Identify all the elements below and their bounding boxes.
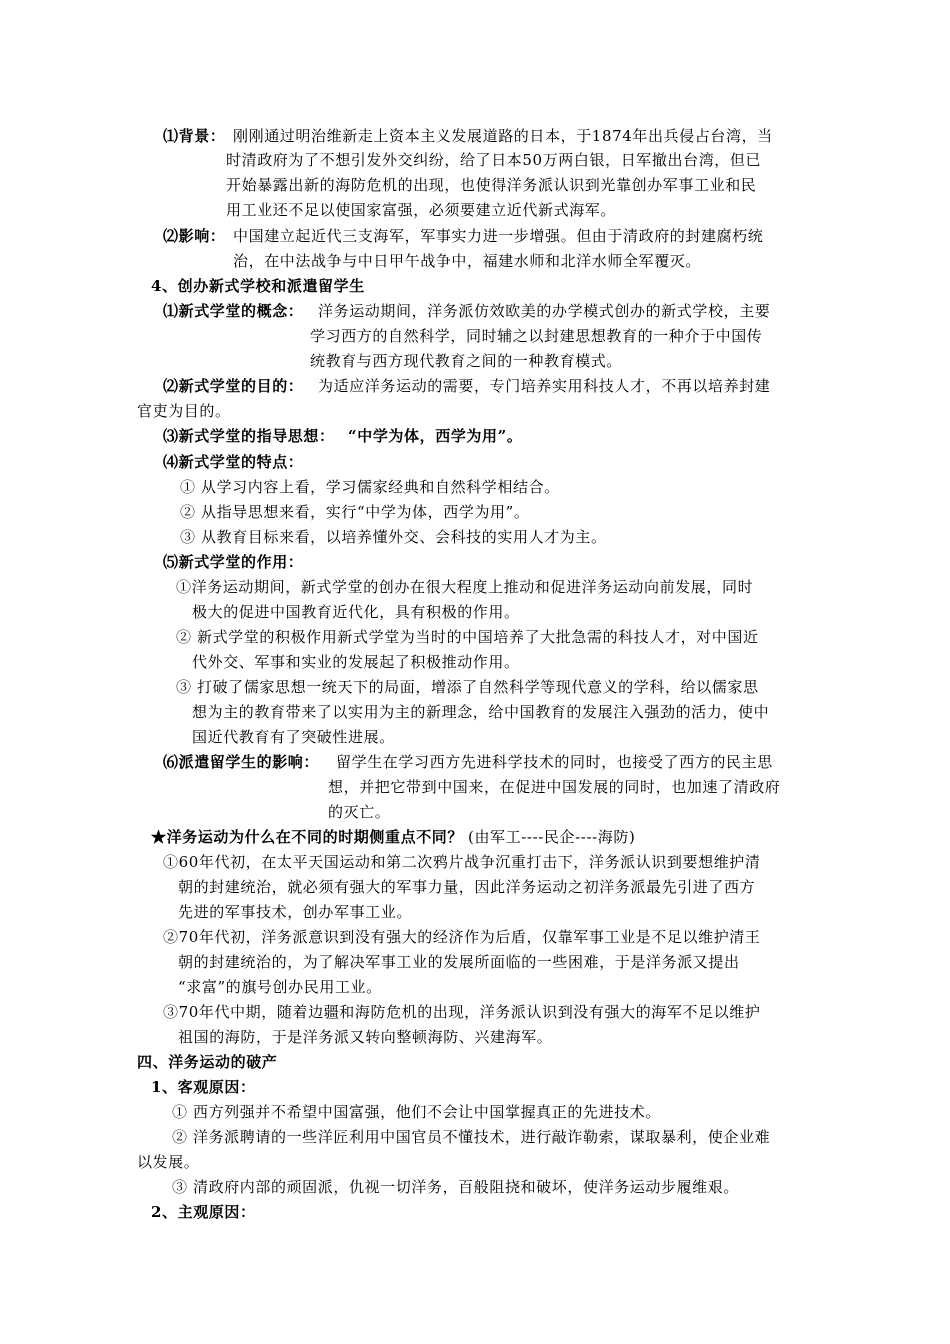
purpose-line-2: 官吏为目的。 <box>137 402 231 420</box>
effects-item-3-line-3: 国近代教育有了突破性进展。 <box>192 728 395 746</box>
impact-line-1: 中国建立起近代三支海军，军事实力进一步增强。但由于清政府的封建腐朽统 <box>233 227 764 245</box>
star-item-1-line-1: ①60年代初，在太平天国运动和第二次鸦片战争沉重打击下，洋务派认识到要想维护清 <box>163 853 761 871</box>
guiding-label: ⑶新式学堂的指导思想： <box>163 427 335 445</box>
students-label: ⑹派遣留学生的影响： <box>163 753 320 771</box>
star-item-1-line-3: 先进的军事技术，创办军事工业。 <box>178 903 413 921</box>
features-item-2: ② 从指导思想来看，实行“中学为体，西学为用”。 <box>180 503 530 521</box>
objective-cause-3: ③ 清政府内部的顽固派，仇视一切洋务，百般阻挠和破坏，使洋务运动步履维艰。 <box>172 1178 739 1196</box>
features-label: ⑷新式学堂的特点： <box>163 453 304 471</box>
background-line-4: 用工业还不足以使国家富强，必须要建立近代新式海军。 <box>226 201 617 219</box>
star-item-3-line-2: 祖国的海防，于是洋务派又转向整顿海防、兴建海军。 <box>178 1028 553 1046</box>
effects-item-2-line-2: 代外交、军事和实业的发展起了积极推动作用。 <box>192 653 520 671</box>
impact-line-2: 治，在中法战争与中日甲午战争中，福建水师和北洋水师全军覆灭。 <box>233 252 702 270</box>
purpose-label: ⑵新式学堂的目的： <box>163 377 304 395</box>
effects-item-1-line-1: ①洋务运动期间，新式学堂的创办在很大程度上推动和促进洋务运动向前发展，同时 <box>176 578 754 596</box>
star-item-2-line-1: ②70年代初，洋务派意识到没有强大的经济作为后盾，仅靠军事工业是不足以维护清王 <box>163 928 761 946</box>
star-question: ★洋务运动为什么在不同的时期侧重点不同？ <box>151 828 464 846</box>
effects-item-2-line-1: ② 新式学堂的积极作用新式学堂为当时的中国培养了大批急需的科技人才，对中国近 <box>176 628 759 646</box>
students-line-2: 想，并把它带到中国来，在促进中国发展的同时，也加速了清政府 <box>328 778 781 796</box>
concept-label: ⑴新式学堂的概念： <box>163 302 304 320</box>
heading-4: 4、创办新式学校和派遣留学生 <box>151 277 365 295</box>
star-item-2-line-3: “求富”的旗号创办民用工业。 <box>178 978 382 996</box>
students-line-3: 的灭亡。 <box>328 803 391 821</box>
background-line-1: 刚刚通过明治维新走上资本主义发展道路的日本，于1874年出兵侵占台湾，当 <box>233 127 773 145</box>
star-item-2-line-2: 朝的封建统治的，为了解决军事工业的发展所面临的一些困难，于是洋务派又提出 <box>178 953 740 971</box>
purpose-line-1: 为适应洋务运动的需要，专门培养实用科技人才，不再以培养封建 <box>318 377 771 395</box>
background-label: ⑴背景： <box>163 127 226 145</box>
star-note: (由军工----民企----海防) <box>468 828 636 846</box>
star-item-1-line-2: 朝的封建统治，就必须有强大的军事力量，因此洋务运动之初洋务派最先引进了西方 <box>178 878 756 896</box>
concept-line-3: 统教育与西方现代教育之间的一种教育模式。 <box>310 352 623 370</box>
objective-cause-2-line-1: ② 洋务派聘请的一些洋匠利用中国官员不懂技术，进行敲诈勒索，谋取暴利，使企业难 <box>172 1128 771 1146</box>
features-item-1: ① 从学习内容上看，学习儒家经典和自然科学相结合。 <box>180 478 560 496</box>
background-line-3: 开始暴露出新的海防危机的出现，也使得洋务派认识到光靠创办军事工业和民 <box>226 176 757 194</box>
section-4-title: 四、洋务运动的破产 <box>137 1053 278 1071</box>
features-item-3: ③ 从教育目标来看，以培养懂外交、会科技的实用人才为主。 <box>180 528 607 546</box>
subjective-causes-heading: 2、主观原因： <box>151 1203 256 1221</box>
concept-line-2: 学习西方的自然科学，同时辅之以封建思想教育的一种介于中国传 <box>310 327 763 345</box>
background-line-2: 时清政府为了不想引发外交纠纷，给了日本50万两白银，日军撤出台湾，但已 <box>226 151 762 169</box>
effects-item-3-line-1: ③ 打破了儒家思想一统天下的局面，增添了自然科学等现代意义的学科，给以儒家思 <box>176 678 759 696</box>
effects-item-3-line-2: 想为主的教育带来了以实用为主的新理念，给中国教育的发展注入强劲的活力，使中 <box>192 703 770 721</box>
objective-causes-heading: 1、客观原因： <box>151 1078 256 1096</box>
effects-item-1-line-2: 极大的促进中国教育近代化，具有积极的作用。 <box>192 603 520 621</box>
effects-label: ⑸新式学堂的作用： <box>163 553 304 571</box>
star-item-3-line-1: ③70年代中期，随着边疆和海防危机的出现，洋务派认识到没有强大的海军不足以维护 <box>163 1003 761 1021</box>
guiding-text: “中学为体，西学为用”。 <box>348 427 523 445</box>
objective-cause-2-line-2: 以发展。 <box>137 1153 200 1171</box>
students-line-1: 留学生在学习西方先进科学技术的同时，也接受了西方的民主思 <box>336 753 773 771</box>
concept-line-1: 洋务运动期间，洋务派仿效欧美的办学模式创办的新式学校，主要 <box>318 302 771 320</box>
impact-label: ⑵影响： <box>163 227 226 245</box>
objective-cause-1: ① 西方列强并不希望中国富强，他们不会让中国掌握真正的先进技术。 <box>172 1103 661 1121</box>
